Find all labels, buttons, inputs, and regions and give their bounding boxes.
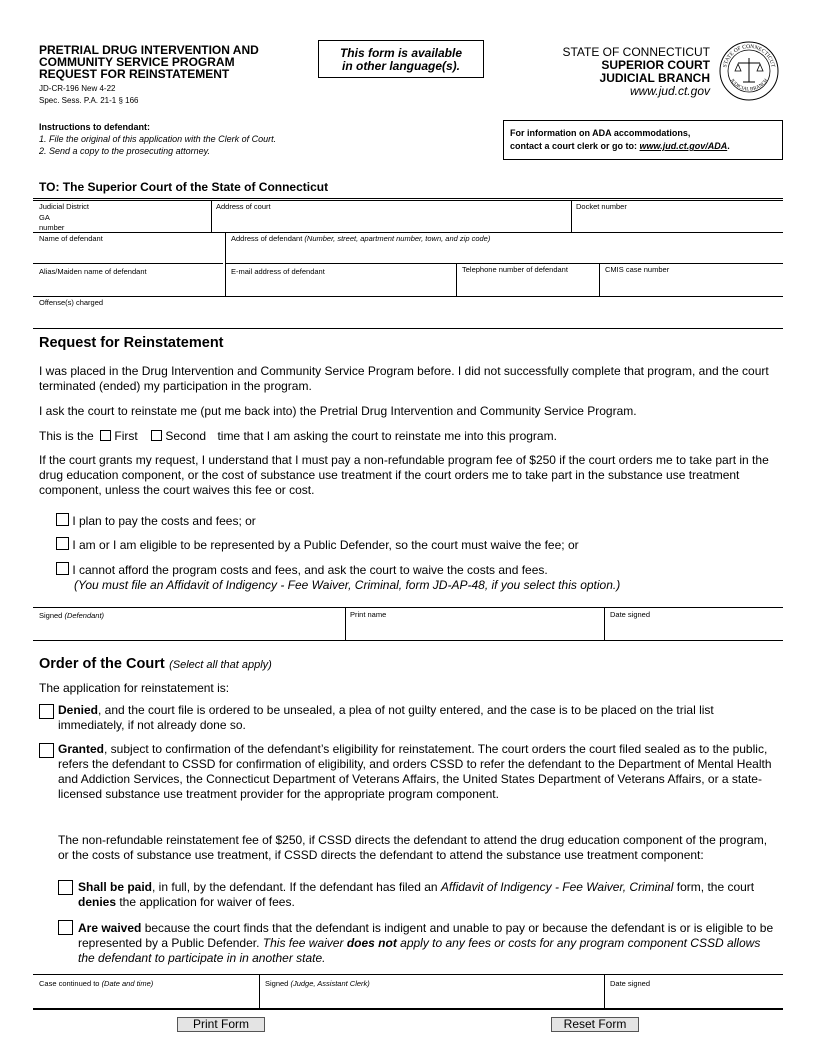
ga-number-label: number	[39, 223, 65, 232]
first-checkbox[interactable]	[100, 430, 111, 441]
court-heading	[562, 46, 710, 98]
offenses-label: Offense(s) charged	[39, 298, 104, 307]
ada-line-2: contact a court clerk or go to:	[510, 141, 640, 151]
ada-line-1: For information on ADA accommodations,	[510, 128, 691, 138]
request-paragraph-4: If the court grants my request, I understand that I must pay a non-refundable program fee of $250 if the court orders me to take part in the drug education component, or the cost of substance use treatment if the court orders me to take part in the substance use treatment component, unless the court waives this fee or cost.	[39, 453, 769, 497]
pay-costs-option	[56, 513, 776, 529]
print-form-button[interactable]: Print Form	[177, 1017, 265, 1032]
are-waived-checkbox[interactable]	[58, 920, 73, 935]
order-section-title: Order of the Court	[39, 656, 165, 672]
form-number: JD-CR-196 New 4-22	[39, 84, 116, 93]
first-label: First	[114, 429, 138, 443]
denied-checkbox[interactable]	[39, 704, 54, 719]
defendant-name-label: Name of defendant	[39, 234, 103, 243]
affidavit-note: (You must file an Affidavit of Indigency - Fee Waiver, Criminal, form JD-AP-48, if you select this option.)	[74, 578, 621, 592]
ada-link[interactable]: www.jud.ct.gov/ADA	[639, 141, 728, 151]
waiver-note-1: This fee waiver	[262, 936, 347, 950]
second-label: Second	[165, 429, 207, 443]
shall-be-paid-text-2: form, the court	[673, 880, 755, 894]
instructions	[39, 121, 276, 157]
seal-bottom-text: JUDICIAL BRANCH	[728, 78, 770, 93]
signed-text: Signed	[39, 611, 63, 620]
judge-signature-label	[265, 979, 370, 988]
granted-checkbox[interactable]	[39, 743, 54, 758]
judicial-seal-icon	[718, 40, 780, 102]
judge-signed-text: Signed	[265, 979, 289, 988]
ada-line-2-suffix: .	[727, 141, 730, 151]
order-section-heading	[39, 655, 272, 673]
language-notice-line-1: This form is available	[339, 46, 463, 60]
court-date-signed-label: Date signed	[610, 979, 651, 988]
email-label: E-mail address of defendant	[231, 267, 325, 276]
telephone-label: Telephone number of defendant	[462, 265, 568, 274]
defendant-address-label	[231, 234, 490, 243]
alias-name-label: Alias/Maiden name of defendant	[39, 267, 147, 276]
fee-text: The non-refundable reinstatement fee of $250, if CSSD directs the defendant to attend the drug education component of the program, or the costs of substance use treatment, if CSSD directs the defendant to attend the substance use treatment component:	[58, 833, 768, 862]
request-paragraph-1: I was placed in the Drug Intervention and Community Service Program before. I did not successfully complete that program, and the court terminated (ended) my participation in the program.	[39, 364, 769, 393]
defendant-address-hint: (Number, street, apartment number, town, and zip code)	[304, 234, 491, 243]
granted-description: , subject to confirmation of the defendant’s eligibility for reinstatement. The court orders the court filed sealed as to the public, refers the defendant to CSSD for confirmation of eligibility, and orders CSSD to refer the defendant to the Department of Mental Health and Addiction Services, the Connecticut Department of Veterans Affairs, the United States Department of Veterans Affairs, or a state-licensed substance use treatment provider for the appropriate program component.	[58, 742, 772, 801]
defendant-address-label-text: Address of defendant	[231, 234, 303, 243]
public-defender-checkbox[interactable]	[56, 537, 69, 550]
cannot-afford-label: I cannot afford the program costs and fees, and ask the court to waive the costs and fees.	[72, 563, 548, 577]
denied-text	[58, 703, 778, 733]
form-title-line-2: COMMUNITY SERVICE PROGRAM	[39, 55, 235, 69]
statute-reference: Spec. Sess. P.A. 21-1 § 166	[39, 96, 139, 105]
state-name: STATE OF CONNECTICUT	[562, 45, 710, 59]
shall-be-paid-text-3: the application for waiver of fees.	[116, 895, 295, 909]
case-continued-text: Case continued to	[39, 979, 100, 988]
cannot-afford-option	[56, 562, 776, 593]
judicial-district-label: Judicial District	[39, 202, 90, 211]
denied-description: , and the court file is ordered to be unsealed, a plea of not guilty entered, and the case is to be placed on the trial list immediately, if not already done so.	[58, 703, 714, 732]
case-continued-label	[39, 979, 153, 988]
court-website: www.jud.ct.gov	[629, 84, 710, 98]
shall-be-paid-text-1: , in full, by the defendant. If the defendant has filed an	[152, 880, 441, 894]
defendant-signature-label	[39, 611, 104, 620]
shall-be-paid-text	[78, 880, 778, 910]
pay-costs-label: I plan to pay the costs and fees; or	[72, 514, 256, 528]
are-waived-description: because the court finds that the defendant is indigent and unable to pay or because the defendant is or is eligible to be represented by a Public Defender.	[78, 921, 774, 950]
granted-label: Granted	[58, 742, 105, 756]
judge-signed-hint: (Judge, Assistant Clerk)	[290, 979, 370, 988]
form-title-line-3: REQUEST FOR REINSTATEMENT	[39, 67, 230, 81]
are-waived-label: Are waived	[78, 921, 142, 935]
shall-be-paid-checkbox[interactable]	[58, 880, 73, 895]
ga-label: GA	[39, 213, 50, 222]
waiver-note-2: apply to any fees or costs for any program component CSSD allows the defendant to participate in in another state.	[78, 936, 761, 965]
form-title	[39, 44, 259, 80]
address-of-court-label: Address of court	[216, 202, 271, 211]
request-count-line	[39, 429, 779, 444]
case-continued-hint: (Date and time)	[101, 979, 154, 988]
language-notice-line-2: in other language(s).	[341, 59, 460, 73]
second-checkbox[interactable]	[151, 430, 162, 441]
public-defender-label: I am or I am eligible to be represented by a Public Defender, so the court must waive the fee; or	[72, 538, 579, 552]
shall-be-paid-label: Shall be paid	[78, 880, 153, 894]
denies-word: denies	[78, 895, 117, 909]
denied-label: Denied	[58, 703, 99, 717]
instruction-item: 2. Send a copy to the prosecuting attorney.	[39, 146, 210, 156]
pay-costs-checkbox[interactable]	[56, 513, 69, 526]
instruction-item: 1. File the original of this application with the Clerk of Court.	[39, 134, 277, 144]
seal-top-text: STATE OF CONNECTICUT	[722, 43, 776, 69]
cannot-afford-checkbox[interactable]	[56, 562, 69, 575]
public-defender-option	[56, 537, 776, 553]
are-waived-text	[78, 921, 778, 966]
branch-name: JUDICIAL BRANCH	[599, 71, 710, 85]
request-paragraph-2: I ask the court to reinstate me (put me back into) the Pretrial Drug Intervention and Community Service Program.	[39, 404, 637, 418]
order-section-hint: (Select all that apply)	[169, 659, 272, 671]
language-notice	[318, 40, 484, 78]
request-section-title: Request for Reinstatement	[39, 335, 224, 351]
court-name: SUPERIOR COURT	[601, 58, 710, 72]
order-intro: The application for reinstatement is:	[39, 681, 230, 695]
request-count-suffix: time that I am asking the court to reinstate me into this program.	[217, 429, 557, 443]
reset-form-button[interactable]: Reset Form	[551, 1017, 639, 1032]
instructions-heading: Instructions to defendant:	[39, 122, 150, 132]
waiver-note-does-not: does not	[346, 936, 397, 950]
defendant-date-signed-label: Date signed	[610, 610, 651, 619]
signed-hint: (Defendant)	[64, 611, 105, 620]
docket-number-label: Docket number	[576, 202, 627, 211]
request-count-prefix: This is the	[39, 429, 94, 443]
granted-text	[58, 742, 778, 802]
ada-info-box	[503, 120, 783, 160]
affidavit-name: Affidavit of Indigency - Fee Waiver, Criminal	[440, 880, 674, 894]
to-line: TO: The Superior Court of the State of Connecticut	[39, 180, 329, 194]
form-title-line-1: PRETRIAL DRUG INTERVENTION AND	[39, 43, 259, 57]
cmis-label: CMIS case number	[605, 265, 670, 274]
print-name-label: Print name	[350, 610, 387, 619]
